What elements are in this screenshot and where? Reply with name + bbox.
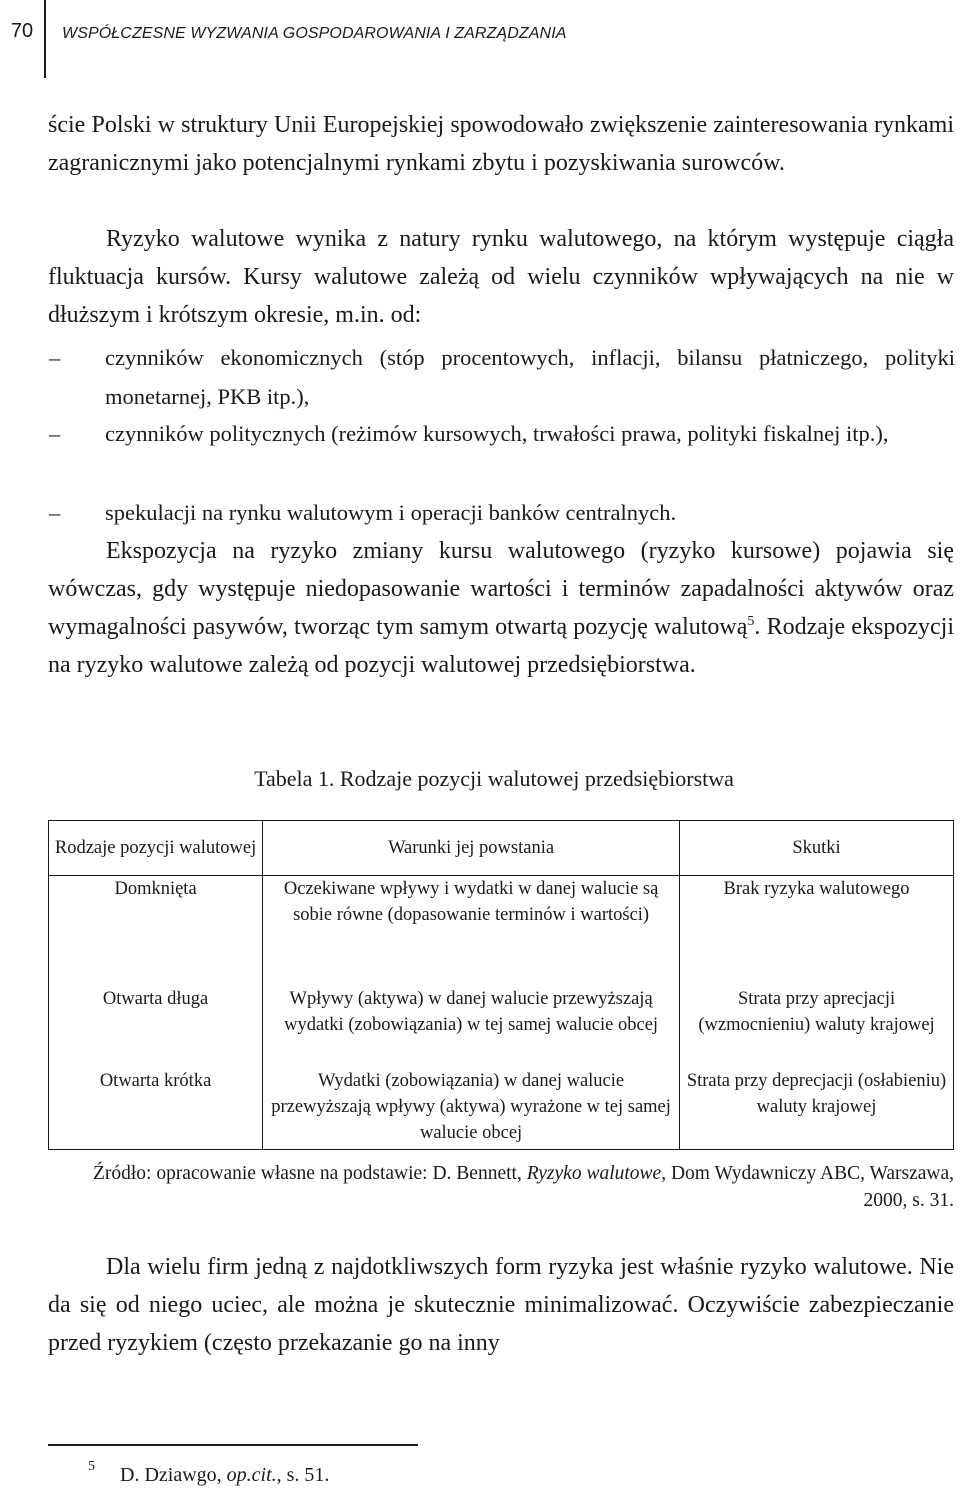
column-header: Skutki <box>680 821 954 876</box>
table-cell: Strata przy deprecjacji (osłabieniu) waluty krajowej <box>680 1068 954 1150</box>
table-row <box>49 1068 954 1150</box>
bullet-item-3 <box>49 493 955 532</box>
footnote-text <box>120 1464 329 1486</box>
footnote-rest: , s. 51. <box>276 1464 330 1486</box>
table-cell: Otwarta krótka <box>49 1068 263 1150</box>
table-header-row <box>49 821 954 876</box>
footnote-separator <box>48 1444 418 1446</box>
source-book-title: Ryzyko walutowe <box>526 1163 662 1184</box>
currency-position-table <box>48 820 954 1150</box>
table-cell: Brak ryzyka walutowego <box>680 876 954 986</box>
table-cell: Wpływy (aktywa) w danej walucie przewyższają wydatki (zobowiązania) w tej samej walucie obcej <box>263 986 680 1068</box>
table-source-note <box>48 1160 954 1214</box>
bullet-text-2: czynników politycznych (reżimów kursowych, trwałości prawa, polityki fiskalnej itp.), <box>105 421 889 446</box>
table-row <box>49 986 954 1068</box>
footnote-reference[interactable]: 5 <box>747 614 755 629</box>
bullet-text-1: czynników ekonomicznych (stóp procentowych, inflacji, bilansu płatniczego, polityki monetarnej, PKB itp.), <box>105 345 955 409</box>
dash-marker: – <box>49 345 61 370</box>
table-cell: Domknięta <box>49 876 263 986</box>
footnote-opcit: op.cit. <box>226 1464 277 1486</box>
bullet-text-3: spekulacji na rynku walutowym i operacji banków centralnych. <box>105 500 677 525</box>
table-cell: Otwarta długa <box>49 986 263 1068</box>
bullet-item-1 <box>49 338 955 416</box>
table-caption: Tabela 1. Rodzaje pozycji walutowej przedsiębiorstwa <box>254 766 734 791</box>
paragraph-1: ście Polski w struktury Unii Europejskiej spowodowało zwiększenie zainteresowania rynkami zagranicznymi jako potencjalnymi rynkami zbytu i pozyskiwania surowców. <box>48 112 954 176</box>
bullet-item-2 <box>49 414 955 453</box>
paragraph-3-text-end: . Rodzaje ekspozycji na ryzyko walutowe zależą od pozycji walutowej przedsiębiorstwa. <box>48 614 955 678</box>
paragraph-3-text: Ekspozycja na ryzyko zmiany kursu walutowego (ryzyko kursowe) pojawia się wówczas, gdy występuje niedopasowanie wartości i terminów zapadalności aktywów oraz wymagalności pasywów, tworząc tym samym otwartą pozycję walutową <box>48 538 954 640</box>
page-number: 70 <box>10 20 34 42</box>
running-title: WSPÓŁCZESNE WYZWANIA GOSPODAROWANIA I ZARZĄDZANIA <box>62 25 567 42</box>
paragraph-3 <box>48 532 954 684</box>
paragraph-2: Ryzyko walutowe wynika z natury rynku walutowego, na którym występuje ciągła fluktuacja kursów. Kursy walutowe zależą od wielu czynników wpływających na nie w dłuższym i krótszym okresie, m.in. od: <box>48 226 954 328</box>
table-cell: Wydatki (zobowiązania) w danej walucie przewyższają wpływy (aktywa) wyrażone w tej samej walucie obcej <box>263 1068 680 1150</box>
footnote <box>88 1459 330 1488</box>
table-row <box>49 876 954 986</box>
dash-marker: – <box>49 500 61 525</box>
header-vertical-rule <box>44 0 46 78</box>
dash-marker: – <box>49 421 61 446</box>
paragraph-4: Dla wielu firm jedną z najdotkliwszych form ryzyka jest właśnie ryzyko walutowe. Nie da się od niego uciec, ale można je skutecznie minimalizować. Oczywiście zabezpieczanie przed ryzykiem (często przekazanie go na inny <box>48 1254 954 1356</box>
footnote-number: 5 <box>88 1459 95 1474</box>
column-header: Rodzaje pozycji walutowej <box>49 821 263 876</box>
source-suffix: , Dom Wydawniczy ABC, Warszawa, 2000, s. 31. <box>661 1163 954 1211</box>
column-header: Warunki jej powstania <box>263 821 680 876</box>
table-cell: Oczekiwane wpływy i wydatki w danej walucie są sobie równe (dopasowanie terminów i wartości) <box>263 876 680 986</box>
table-cell: Strata przy aprecjacji (wzmocnieniu) waluty krajowej <box>680 986 954 1068</box>
footnote-author: D. Dziawgo, <box>120 1464 227 1486</box>
source-prefix: Źródło: opracowanie własne na podstawie: D. Bennett, <box>92 1163 527 1184</box>
